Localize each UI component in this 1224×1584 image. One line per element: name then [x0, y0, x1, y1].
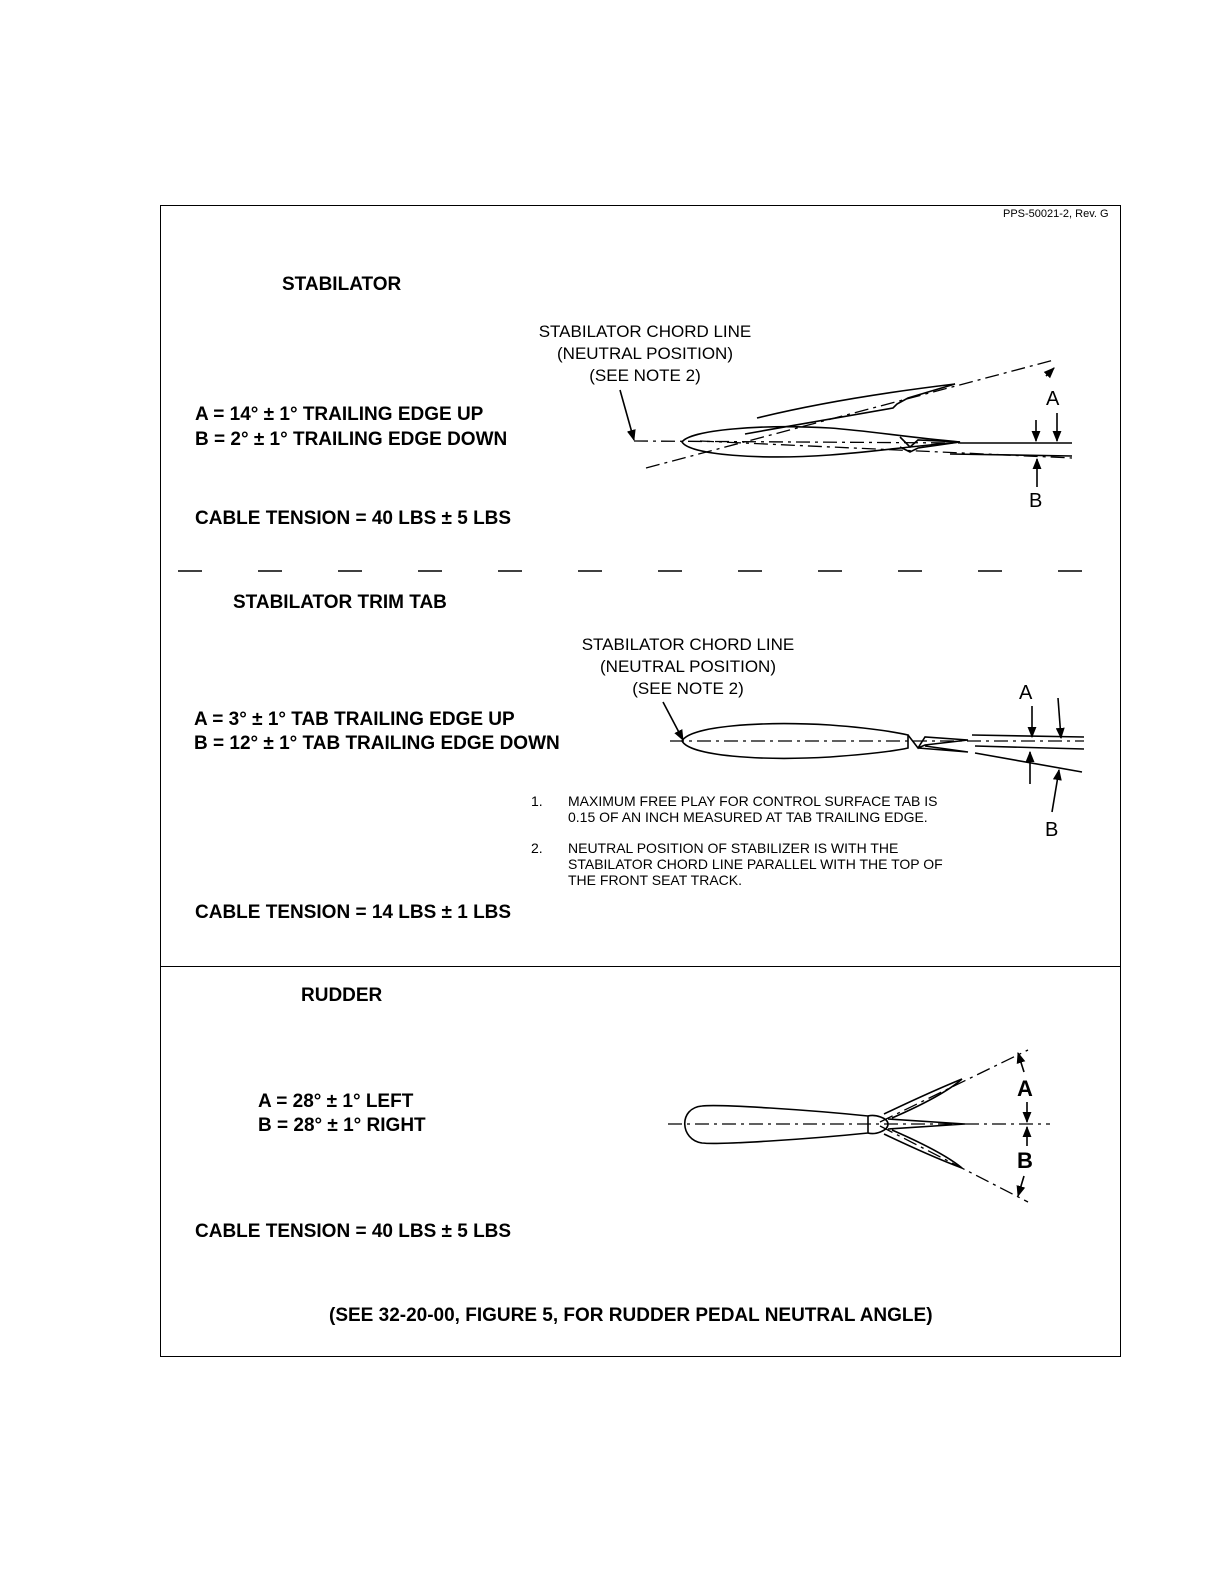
trim-tab-label-b: B [1045, 819, 1059, 841]
note-1-number: 1. [531, 793, 543, 809]
rudder-label-a: A [1017, 1076, 1033, 1101]
stabilator-label-a: A [1046, 388, 1060, 410]
stabilator-drawing [620, 360, 1072, 487]
document-id: PPS-50021-2, Rev. G [1003, 208, 1109, 220]
callout-line: (NEUTRAL POSITION) [600, 657, 776, 676]
callout-line: (NEUTRAL POSITION) [557, 344, 733, 363]
rudder-label-b: B [1017, 1148, 1033, 1173]
note-2-number: 2. [531, 840, 543, 856]
stabilator-title: STABILATOR [282, 274, 402, 295]
stabilator-label-b: B [1029, 490, 1043, 512]
rudder-spec-a: A = 28° ± 1° LEFT [258, 1091, 414, 1112]
stabilator-spec-b: B = 2° ± 1° TRAILING EDGE DOWN [195, 429, 508, 450]
note-line: MAXIMUM FREE PLAY FOR CONTROL SURFACE TAB IS [568, 793, 938, 809]
callout-line: STABILATOR CHORD LINE [581, 635, 795, 654]
trim-tab-cable-tension: CABLE TENSION = 14 LBS ± 1 LBS [195, 902, 512, 923]
rudder-cable-tension: CABLE TENSION = 40 LBS ± 5 LBS [195, 1221, 512, 1242]
rudder-drawing [668, 1050, 1050, 1202]
callout-line: STABILATOR CHORD LINE [538, 322, 752, 341]
trim-tab-spec-b: B = 12° ± 1° TAB TRAILING EDGE DOWN [194, 733, 560, 754]
rudder-title: RUDDER [301, 985, 383, 1006]
note-line: THE FRONT SEAT TRACK. [568, 872, 742, 888]
note-line: STABILATOR CHORD LINE PARALLEL WITH THE TOP OF [568, 856, 943, 872]
callout-line: (SEE NOTE 2) [589, 366, 701, 385]
trim-tab-title: STABILATOR TRIM TAB [233, 592, 447, 613]
note-line: NEUTRAL POSITION OF STABILIZER IS WITH THE [568, 840, 899, 856]
stabilator-cable-tension: CABLE TENSION = 40 LBS ± 5 LBS [195, 508, 512, 529]
rudder-spec-b: B = 28° ± 1° RIGHT [258, 1115, 426, 1136]
trim-tab-label-a: A [1019, 682, 1033, 704]
trim-tab-spec-a: A = 3° ± 1° TAB TRAILING EDGE UP [194, 709, 515, 730]
callout-line: (SEE NOTE 2) [632, 679, 744, 698]
stabilator-spec-a: A = 14° ± 1° TRAILING EDGE UP [195, 404, 484, 425]
trim-tab-drawing [663, 698, 1084, 812]
rudder-pedal-reference: (SEE 32-20-00, FIGURE 5, FOR RUDDER PEDAL NEUTRAL ANGLE) [329, 1305, 933, 1326]
note-line: 0.15 OF AN INCH MEASURED AT TAB TRAILING EDGE. [568, 809, 928, 825]
